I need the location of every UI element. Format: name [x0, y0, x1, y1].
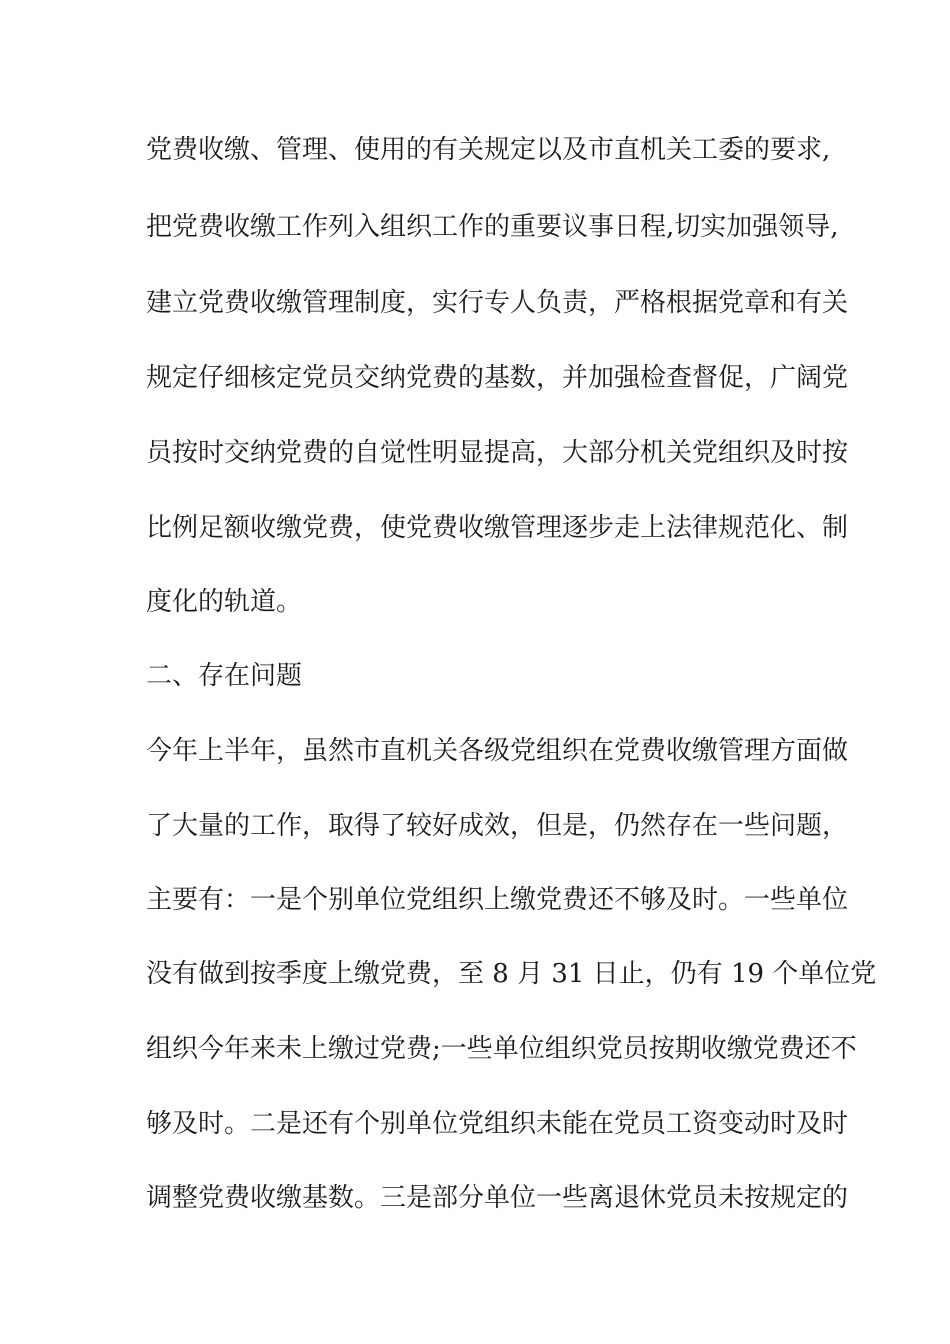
paragraph-line: 调整党费收缴基数。三是部分单位一些离退休党员未按规定的 [146, 1183, 849, 1213]
paragraph-line: 规定仔细核定党员交纳党费的基数，并加强检查督促，广阔党 [146, 363, 849, 393]
paragraph-line: 建立党费收缴管理制度，实行专人负责，严格根据党章和有关 [146, 288, 849, 318]
paragraph-line: 没有做到按季度上缴党费，至 8 月 31 日止，仍有 19 个单位党 [146, 959, 877, 989]
paragraph-line: 今年上半年，虽然市直机关各级党组织在党费收缴管理方面做 [146, 736, 849, 766]
paragraph-line: 度化的轨道。 [146, 587, 303, 617]
paragraph-line: 党费收缴、管理、使用的有关规定以及市直机关工委的要求, [146, 135, 831, 165]
paragraph-line: 组织今年来未上缴过党费;一些单位组织党员按期收缴党费还不 [146, 1034, 857, 1064]
paragraph-line: 比例足额收缴党费，使党费收缴管理逐步走上法律规范化、制 [146, 513, 849, 543]
paragraph-line: 员按时交纳党费的自觉性明显提高，大部分机关党组织及时按 [146, 438, 849, 468]
section-heading: 二、存在问题 [146, 661, 303, 691]
paragraph-line: 够及时。二是还有个别单位党组织未能在党员工资变动时及时 [146, 1109, 849, 1139]
paragraph-line: 把党费收缴工作列入组织工作的重要议事日程,切实加强领导, [146, 212, 839, 242]
paragraph-line: 主要有：一是个别单位党组织上缴党费还不够及时。一些单位 [146, 885, 849, 915]
paragraph-line: 了大量的工作，取得了较好成效，但是，仍然存在一些问题， [146, 811, 849, 841]
